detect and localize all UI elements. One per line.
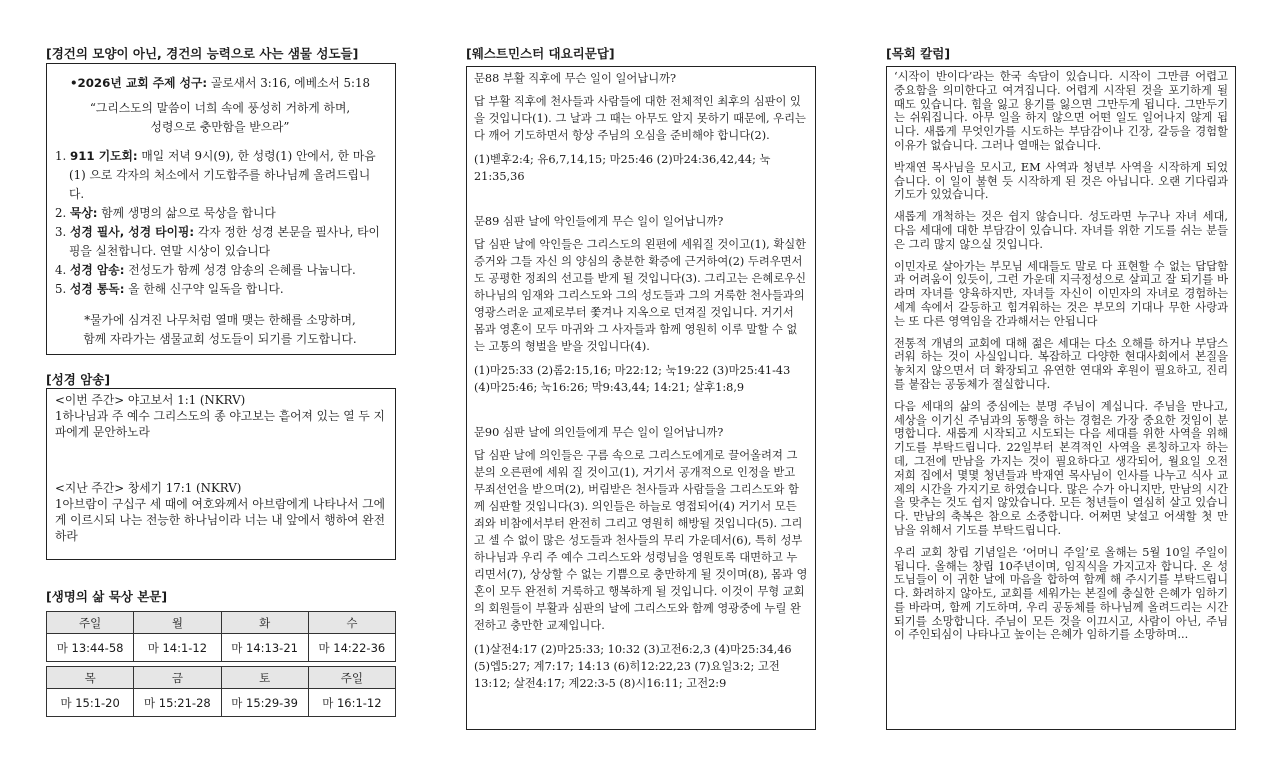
references-88: (1)벧후2:4; 유6,7,14,15; 마25:46 (2)마24:36,42,44; 눅21:35,36 <box>474 153 771 183</box>
day-cell: 수 <box>308 612 395 634</box>
day-cell: 토 <box>221 667 308 689</box>
closing-line-1: *물가에 심겨진 나무처럼 열매 맺는 한해를 소망하며, <box>84 313 356 327</box>
column-section-title: [목회 칼럼] <box>886 46 951 61</box>
theme-refs: 골로새서 3:16, 에베소서 5:18 <box>210 76 371 90</box>
reading-cell: 마 16:1-12 <box>308 689 395 717</box>
catechism-section-title: [웨스트민스터 대요리문답] <box>466 46 615 61</box>
memory-verse-box <box>46 388 396 560</box>
memory-section-title: [성경 암송] <box>46 372 111 387</box>
day-cell: 금 <box>134 667 221 689</box>
this-week-heading <box>55 392 387 408</box>
theme-verse-1: “그리스도의 말씀이 너희 속에 풍성히 거하게 하며, <box>89 101 351 115</box>
column-paragraph: 새롭게 개척하는 것은 쉽지 않습니다. 성도라면 누구나 자녀 세대, 다음 세대에 대한 부담감이 있습니다. 자녀를 위한 기도를 쉬는 분들은 그리 많지 않으실 것입니다. <box>894 210 1228 251</box>
closing-line-2: 함께 자라가는 샘물교회 성도들이 되기를 기도합니다. <box>83 332 357 346</box>
day-cell: 월 <box>134 612 221 634</box>
day-cell: 화 <box>221 612 308 634</box>
reading-cell: 마 14:22-36 <box>308 634 395 662</box>
question-88: 문88 부활 직후에 무슨 일이 일어납니까? <box>474 72 677 85</box>
motto-section-title: [경건의 모양이 아닌, 경건의 능력으로 사는 샘물 성도들] <box>46 46 359 61</box>
this-week-label: <이번 주간> <box>55 393 125 407</box>
this-week-ref: 야고보서 1:1 (NKRV) <box>127 393 246 407</box>
answer-90: 답 심판 날에 의인들은 구름 속으로 그리스도에게로 끌어올려져 그분의 오른편에 세워 질 것이고(1), 거기서 공개적으로 인정을 받고 무죄선언을 받으며(2), 버림받은 천사들과 사람들을 그리스도와 함께 심판할 것입니다(3). 의인들은 하늘로 영접되어(4) 거기서 모든 죄와 비참에서부터 완전히 그리고 영원히 해방될 것입니다(5). 그리고 셀 수 없이 많은 성도들과 천사들의 무리 가운데서(6), 특히 성부 하나님과 우리 주 예수 그리스도와 성령님을 영원토록 대면하고 누리면서(7), 상상할 수 없는 기쁨으로 충만하게 될 것이며(8), 몸과 영혼이 모두 완전히 거룩하고 행복하게 될 것입니다. 이것이 무형 교회의 회원들이 부활과 심판의 날에 그리스도와 함께 영광중에 누릴 완전하고 충만한 교제입니다. <box>474 449 808 632</box>
day-cell: 목 <box>47 667 134 689</box>
catechism-box <box>466 66 816 730</box>
last-week-heading <box>55 480 387 496</box>
reading-cell: 마 13:44-58 <box>47 634 134 662</box>
reading-cell: 마 15:1-20 <box>47 689 134 717</box>
practice-item: 4. 성경 암송: 전성도가 함께 성경 암송의 은혜를 나눕니다. <box>55 263 356 277</box>
last-week-label: <지난 주간> <box>55 481 125 495</box>
column-paragraph: 우리 교회 창립 기념일은 ‘어머니 주일’로 올해는 5월 10일 주일이 됩니다. 올해는 창립 10주년이며, 임직식을 가지고자 합니다. 온 성도님들이 이 귀한 날에 마음을 합하여 함께 해 주시기를 부탁드립니다. 화려하지 않아도, 교회를 세워가는 본질에 충실한 은혜가 임하기를 바라며, 함께 기도하며, 우리 공동체를 하나님께 올려드리는 시간 되기를 소망합니다. 주님이 모든 것을 이끄시고, 사람이 아닌, 주님이 주인되심이 나타나고 높이는 은혜가 임하기를 소망하며... <box>894 545 1228 642</box>
column-paragraph: 이민자로 살아가는 부모님 세대들도 말로 다 표현할 수 없는 답답함과 어려움이 있듯이, 그런 가운데 지극정성으로 살피고 잘 되기를 바라며 자녀를 양육하지만, 자녀들 자신이 이민자의 자녀로 경험하는 세계 속에서 갈등하고 힘겨워하는 것은 부모의 기대나 무한 사랑과는 또 다른 영역임을 간과해서는 안됩니다 <box>894 259 1228 328</box>
reading-cell: 마 15:21-28 <box>134 689 221 717</box>
column-paragraph: 박재연 목사님을 모시고, EM 사역과 청년부 사역을 시작하게 되었습니다. 이 일이 불현 듯 시작하게 된 것은 아닙니다. 오랜 기다림과 기도가 있었습니다. <box>894 160 1228 202</box>
practice-item: 5. 성경 통독: 올 한해 신구약 일독을 합니다. <box>55 282 284 296</box>
reading-cell: 마 14:1-12 <box>134 634 221 662</box>
answer-88: 답 부활 직후에 천사들과 사람들에 대한 전체적인 최후의 심판이 있을 것입니다(1). 그 날과 그 때는 아무도 알지 못하기 때문에, 우리는 다 깨어 기도하면서 항상 주님의 오심을 준비해야 합니다(2). <box>474 95 806 142</box>
church-motto-box <box>46 63 396 355</box>
reading-schedule-table <box>46 611 396 717</box>
reading-cell: 마 14:13-21 <box>221 634 308 662</box>
pastoral-column-box <box>886 66 1236 730</box>
reading-cell: 마 15:29-39 <box>221 689 308 717</box>
question-90: 문90 심판 날에 의인들에게 무슨 일이 일어납니까? <box>474 426 724 439</box>
theme-label: •2026년 교회 주제 성구: <box>69 76 208 90</box>
practice-item: 3. 성경 필사, 성경 타이핑: 각자 정한 성경 본문을 필사나, 타이핑을 실천합니다. 연말 시상이 있습니다 <box>55 225 380 258</box>
column-paragraph: ‘시작이 반이다’라는 한국 속담이 있습니다. 시작이 그만큼 어렵고 중요함을 의미한다고 여겨집니다. 어렵게 시작된 것을 포기하게 될 때도 있습니다. 힘을 잃고 용기를 잃으면 그만두게 됩니다. 그만두기는 쉬워집니다. 아무 일을 하지 않으면 어떤 일도 일어나지 않게 됩니다. 새롭게 무엇인가를 시도하는 부담감이나 긴장, 갈등을 경험할 이유가 없습니다. 그러나 열매는 없습니다. <box>894 70 1228 152</box>
practice-item: 1. 911 기도회: 매일 저녁 9시(9), 한 성령(1) 안에서, 한 마음(1) 으로 각자의 처소에서 기도합주를 하나님께 올려드립니다. <box>55 149 376 201</box>
reading-section-title: [생명의 삶 묵상 본문] <box>46 589 168 604</box>
last-week-ref: 창세기 17:1 (NKRV) <box>127 481 242 495</box>
last-week-text: 1아브람이 구십구 세 때에 여호와께서 아브람에게 나타나서 그에게 이르시되 나는 전능한 하나님이라 너는 내 앞에서 행하여 완전하라 <box>55 497 386 543</box>
theme-verse-2: 성령으로 충만함을 받으라” <box>150 120 290 134</box>
answer-89: 답 심판 날에 악인들은 그리스도의 왼편에 세워질 것이고(1), 확실한 증거와 그들 자신 의 양심의 충분한 확증에 근거하여(2) 두려우면서도 공평한 정죄의 선고를 받게 될 것입니다(3). 그리고는 은혜로우신 하나님의 임재와 그리스도와 그의 성도들과 그의 거룩한 천사들과의 영광스러운 교제로부터 쫓겨나 지옥으로 던져질 것입니다. 거기서 몸과 영혼이 모두 마귀와 그 사자들과 함께 영원히 이루 말할 수 없는 고통의 형벌을 받을 것입니다(4). <box>474 238 807 353</box>
day-cell: 주일 <box>308 667 395 689</box>
theme-line <box>55 74 385 93</box>
references-89: (1)마25:33 (2)롬2:15,16; 마22:12; 눅19:22 (3)마25:41-43 (4)마25:46; 눅16:26; 막9:43,44; 14:21; 살후1:8,9 <box>474 364 791 394</box>
practice-item: 2. 묵상: 함께 생명의 삶으로 묵상을 합니다 <box>55 206 276 220</box>
this-week-text: 1하나님과 주 예수 그리스도의 종 야고보는 흩어져 있는 열 두 지파에게 문안하노라 <box>55 409 385 439</box>
references-90: (1)살전4:17 (2)마25:33; 10:32 (3)고전6:2,3 (4)마25:34,46 (5)엡5:27; 계7:17; 14:13 (6)히12:22,23 (7)요일3:2; 고전13:12; 살전4:17; 계22:3-5 (8)시16:11; 고전2:9 <box>474 643 792 690</box>
column-paragraph: 전통적 개념의 교회에 대해 젊은 세대는 다소 오해를 하거나 부담스러워 하는 것이 사실입니다. 복잡하고 다양한 현대사회에서 본질을 놓치지 않으면서 더 확장되고 유연한 연대와 후원이 필요하고, 진리를 붙잡는 공동체가 절실합니다. <box>894 336 1228 391</box>
day-cell: 주일 <box>47 612 134 634</box>
question-89: 문89 심판 날에 악인들에게 무슨 일이 일어납니까? <box>474 215 724 228</box>
column-paragraph: 다음 세대의 삶의 중심에는 분명 주님이 계십니다. 주님을 만나고, 세상을 이기신 주님과의 동행을 하는 경험은 가장 중요한 것임이 분명합니다. 새롭게 시작되고 시도되는 다음 세대를 위한 사역을 위해 기도를 부탁드립니다. 22일부터 본격적인 사역을 론칭하고자 하는데, 그전에 만남을 가지는 것이 필요하다고 생각되어, 월요일 오전 저희 집에서 몇몇 청년들과 박재연 목사님이 인사를 나누고 식사 교제의 시간을 가지기로 하였습니다. 많은 수가 아니지만, 만남의 시간을 맞추는 것도 쉽지 않았습니다. 모든 청년들이 열심히 살고 있습니다. 만남의 축복은 참으로 소중합니다. 어쩌면 낯설고 어색할 첫 만남을 위해서 기도를 부탁드립니다. <box>894 399 1228 537</box>
practice-list <box>55 147 385 299</box>
